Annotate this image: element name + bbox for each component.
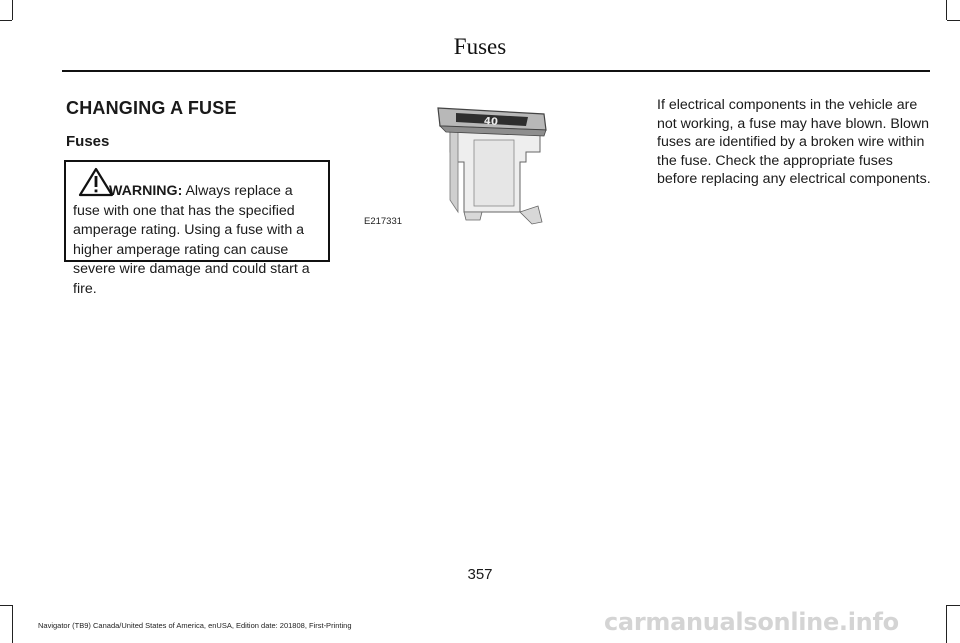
crop-mark bbox=[12, 0, 13, 20]
header-divider bbox=[62, 70, 930, 72]
warning-triangle-icon bbox=[78, 167, 114, 197]
footer-edition: Navigator (TB9) Canada/United States of America, enUSA, Edition date: 201808, First-Printing bbox=[38, 621, 352, 630]
section-title: CHANGING A FUSE bbox=[66, 98, 237, 118]
crop-mark bbox=[947, 605, 960, 606]
crop-mark bbox=[946, 605, 947, 643]
section-subtitle: Fuses bbox=[66, 133, 110, 150]
crop-mark bbox=[0, 605, 12, 606]
watermark: carmanualsonline.info bbox=[604, 608, 899, 636]
crop-mark bbox=[947, 20, 960, 21]
figure-code: E217331 bbox=[364, 216, 403, 227]
page-header-title: Fuses bbox=[453, 34, 507, 59]
warning-box bbox=[64, 160, 330, 297]
crop-mark bbox=[12, 605, 13, 643]
warning-label: WARNING: bbox=[109, 183, 183, 199]
fuse-rating-label: 40 bbox=[483, 116, 499, 128]
crop-mark bbox=[0, 20, 12, 21]
body-paragraph: If electrical components in the vehicle are not working, a fuse may have blown. Blown fuses are identified by a broken wire within the fuse. Check the appropriate fuses before replacing any electrical components. bbox=[657, 97, 931, 187]
page-number: 357 bbox=[467, 566, 493, 583]
warning-text: Always replace a fuse with one that has the specified amperage rating. Using a fuse with a higher amperage rating can cause severe wire damage and could start a fire. bbox=[73, 183, 310, 297]
crop-mark bbox=[946, 0, 947, 20]
